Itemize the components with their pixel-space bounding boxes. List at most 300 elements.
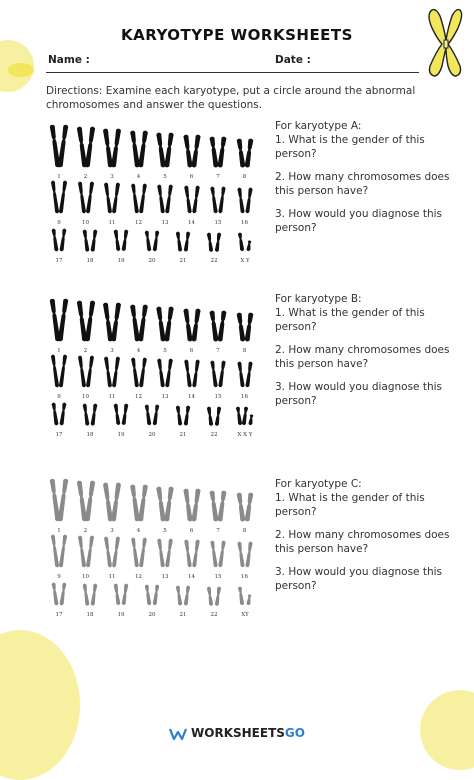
chromosome <box>156 132 166 167</box>
chromosome-pair <box>209 490 227 522</box>
chromosome <box>59 402 66 425</box>
karyotype-c-row-2 <box>50 532 265 580</box>
chromosome <box>58 478 69 521</box>
chromosome-pair <box>103 536 121 568</box>
chromosome <box>129 304 139 341</box>
chromosome <box>236 138 245 168</box>
chromosome <box>104 356 112 387</box>
karyotype-a-row-1 <box>50 122 265 180</box>
chromosome-number-label: 2 <box>83 174 88 180</box>
chromosome-number-label: 21 <box>179 612 187 618</box>
chromosome-pair <box>236 187 254 214</box>
chromosome-pair <box>236 312 254 342</box>
chromosome <box>129 484 139 521</box>
chromosome <box>145 584 152 605</box>
chromosome-number-label: 16 <box>241 394 248 400</box>
chromosome-number-label: 22 <box>210 612 218 618</box>
karyotype-a-row-2 <box>50 178 265 226</box>
chromosome <box>82 583 89 606</box>
chromosome-number-label: 21 <box>179 258 187 264</box>
chromosome <box>217 310 226 342</box>
chromosome-pair <box>81 583 99 606</box>
chromosome <box>183 134 193 167</box>
chromosome <box>246 240 251 251</box>
karyotype-a-image <box>50 122 265 262</box>
chromosome-pair <box>183 308 201 342</box>
chromosome-pair <box>77 355 95 388</box>
chromosome <box>237 541 245 567</box>
chromosome <box>236 492 245 522</box>
chromosome <box>165 358 173 387</box>
chromosome <box>215 232 222 252</box>
chromosome-pair <box>143 230 161 252</box>
karyotype-a-row-3 <box>50 226 265 264</box>
chromosome-number-label: 17 <box>55 258 63 264</box>
chromosome <box>130 537 138 567</box>
karyotype-b-question-2: 2. How many chromosomes does this person have? <box>275 344 450 370</box>
chromosome <box>137 130 147 167</box>
chromosome-number-label: 9 <box>57 574 61 580</box>
karyotype-c-questions <box>275 477 450 602</box>
chromosome <box>114 404 121 426</box>
chromosome <box>85 181 93 213</box>
chromosome <box>111 128 121 167</box>
chromosome <box>176 585 183 605</box>
chromosome-number-label: 13 <box>161 574 169 580</box>
karyotype-b-heading: For karyotype B: <box>275 293 362 305</box>
karyotype-b-question-1: 1. What is the gender of this person? <box>275 307 425 333</box>
chromosome-number-label: 20 <box>148 432 156 438</box>
chromosome-pair <box>156 486 174 522</box>
chromosome <box>209 490 218 522</box>
chromosome <box>244 492 253 522</box>
chromosome-pair <box>130 183 148 214</box>
chromosome <box>210 186 218 213</box>
chromosome-pair <box>174 405 192 426</box>
chromosome-number-label: 16 <box>241 220 248 226</box>
chromosome <box>112 536 120 567</box>
chromosome-number-label: 12 <box>135 394 142 400</box>
chromosome-number-label: X Y <box>240 258 250 264</box>
chromosome <box>217 490 226 522</box>
chromosome <box>130 357 138 387</box>
chromosome-pair <box>130 357 148 388</box>
chromosome <box>245 541 253 567</box>
chromosome-pair <box>112 403 130 426</box>
chromosome-pair <box>81 229 99 252</box>
chromosome <box>84 480 95 521</box>
chromosome-pair <box>183 185 201 214</box>
chromosome-pair <box>236 492 254 522</box>
chromosome <box>215 586 222 606</box>
chromosome-pair <box>205 586 223 606</box>
chromosome-number-label: 17 <box>55 432 63 438</box>
chromosome-number-label: 19 <box>117 432 125 438</box>
chromosome <box>164 486 174 521</box>
header-underline <box>46 72 419 73</box>
chromosome <box>138 357 146 387</box>
karyotype-a-question-2: 2. How many chromosomes does this person have? <box>275 171 450 197</box>
chromosome-pair <box>50 298 68 342</box>
chromosome <box>183 488 193 521</box>
chromosome <box>157 538 165 567</box>
chromosome <box>85 355 93 387</box>
chromosome <box>129 130 139 167</box>
worksheetsgo-logo-icon <box>169 728 187 740</box>
chromosome-pair <box>236 138 254 168</box>
chromosome <box>238 587 245 606</box>
chromosome <box>51 582 58 605</box>
chromosome-pair <box>103 128 121 168</box>
chromosome-pair <box>209 186 227 214</box>
chromosome <box>236 312 245 342</box>
chromosome-number-label: 13 <box>161 394 169 400</box>
chromosome-number-label: 7 <box>216 174 220 180</box>
chromosome-number-label: 11 <box>108 394 116 400</box>
karyotype-b-row-3 <box>50 400 265 438</box>
chromosome-number-label: 18 <box>86 612 94 618</box>
chromosome-pair <box>156 538 174 568</box>
chromosome <box>236 407 243 426</box>
chromosome-pair <box>236 586 254 606</box>
decor-dot-left <box>8 63 34 77</box>
chromosome <box>238 233 245 252</box>
chromosome <box>114 584 121 606</box>
karyotype-a-heading: For karyotype A: <box>275 120 362 132</box>
chromosome <box>85 535 93 567</box>
chromosome <box>209 136 218 168</box>
chromosome-number-label: 11 <box>108 574 116 580</box>
chromosome-pair <box>130 304 148 342</box>
chromosome <box>137 484 147 521</box>
chromosome <box>209 310 218 342</box>
chromosome-pair <box>103 482 121 522</box>
chromosome <box>90 403 97 426</box>
chromosome-number-label: 21 <box>179 432 187 438</box>
chromosome-pair <box>209 360 227 388</box>
chromosome <box>156 306 166 341</box>
chromosome-number-label: 9 <box>57 394 61 400</box>
chromosome-pair <box>209 310 227 342</box>
chromosome-number-label: 5 <box>163 528 167 534</box>
chromosome-number-label: 3 <box>110 348 114 354</box>
chromosome-number-label: 8 <box>242 174 247 180</box>
chromosome <box>77 355 85 387</box>
chromosome-number-label: 10 <box>82 574 89 580</box>
chromosome-number-label: 6 <box>189 348 194 354</box>
chromosome <box>90 583 97 606</box>
chromosome-number-label: 4 <box>136 174 141 180</box>
chromosome <box>237 187 245 213</box>
chromosome <box>245 187 253 213</box>
chromosome <box>51 534 60 567</box>
chromosome-number-label: 1 <box>57 348 61 354</box>
chromosome-number-label: 14 <box>188 220 195 226</box>
chromosome <box>59 582 66 605</box>
karyotype-c-image <box>50 476 265 616</box>
chromosome-pair <box>143 584 161 606</box>
chromosome <box>122 404 129 426</box>
chromosome-number-label: 8 <box>242 528 247 534</box>
chromosome-number-label: 14 <box>188 394 195 400</box>
chromosome <box>192 359 200 387</box>
karyotype-a-question-3: 3. How would you diagnose this person? <box>275 208 443 234</box>
chromosome <box>192 539 200 567</box>
chromosome <box>51 354 60 387</box>
karyotype-c-question-1: 1. What is the gender of this person? <box>275 492 425 518</box>
chromosome <box>112 182 120 213</box>
chromosome-pair <box>50 582 68 606</box>
chromosome-number-label: X X Y <box>237 432 253 438</box>
chromosome-pair <box>236 232 254 252</box>
chromosome-number-label: 5 <box>163 348 167 354</box>
chromosome <box>58 124 69 167</box>
chromosome-pair <box>77 181 95 214</box>
chromosome-number-label: 7 <box>216 528 220 534</box>
chromosome <box>104 182 112 213</box>
karyotype-b-row-1 <box>50 296 265 354</box>
chromosome-number-label: 12 <box>135 574 142 580</box>
chromosome-pair <box>103 356 121 388</box>
chromosome-pair <box>130 537 148 568</box>
chromosome <box>191 488 201 521</box>
date-label: Date : <box>275 54 311 66</box>
chromosome <box>82 403 89 426</box>
chromosome <box>244 138 253 168</box>
chromosome-pair <box>50 228 68 252</box>
chromosome <box>77 181 85 213</box>
chromosome-number-label: 3 <box>110 528 114 534</box>
karyotype-a-questions <box>275 119 450 244</box>
chromosome-number-label: 19 <box>117 258 125 264</box>
chromosome-number-label: 20 <box>148 258 156 264</box>
chromosome <box>130 183 138 213</box>
chromosome <box>242 407 249 426</box>
chromosome-pair <box>77 535 95 568</box>
chromosome <box>112 356 120 387</box>
chromosome-number-label: 6 <box>189 528 194 534</box>
chromosome <box>153 404 160 425</box>
chromosome-pair <box>130 130 148 168</box>
chromosome-pair <box>77 126 95 168</box>
chromosome-number-label: 4 <box>136 528 141 534</box>
chromosome-number-label: 9 <box>57 220 61 226</box>
chromosome-pair <box>209 540 227 568</box>
chromosome <box>215 406 222 426</box>
chromosome-pair <box>236 406 254 426</box>
chromosome <box>184 185 192 213</box>
chromosome-pair <box>183 134 201 168</box>
decor-blob-bottom-left <box>0 630 80 780</box>
chromosome <box>245 361 253 387</box>
chromosome-number-label: 22 <box>210 432 218 438</box>
chromosome <box>217 136 226 168</box>
chromosome <box>207 232 214 252</box>
chromosome <box>138 183 146 213</box>
karyotype-b-question-3: 3. How would you diagnose this person? <box>275 381 443 407</box>
directions-text: Directions: Examine each karyotype, put a circle around the abnormal chromosomes and answer the questions. <box>46 85 416 111</box>
chromosome-pair <box>112 583 130 606</box>
chromosome <box>176 405 183 425</box>
chromosome-number-label: 22 <box>210 258 218 264</box>
chromosome <box>103 302 113 341</box>
chromosome-number-label: 10 <box>82 394 89 400</box>
chromosome <box>184 359 192 387</box>
chromosome-pair <box>81 403 99 426</box>
chromosome <box>84 126 95 167</box>
chromosome <box>122 584 129 606</box>
chromosome-pair <box>143 404 161 426</box>
chromosome-number-label: 18 <box>86 258 94 264</box>
chromosome-number-label: 16 <box>241 574 248 580</box>
footer-brand <box>0 726 474 740</box>
chromosome <box>184 539 192 567</box>
chromosome-number-label: 10 <box>82 220 89 226</box>
chromosome <box>218 360 226 387</box>
chromosome-pair <box>50 124 68 168</box>
chromosome <box>103 482 113 521</box>
name-label: Name : <box>48 54 90 66</box>
chromosome-number-label: 6 <box>189 174 194 180</box>
chromosome <box>153 230 160 251</box>
chromosome <box>184 231 191 251</box>
chromosome <box>157 184 165 213</box>
chromosome <box>237 361 245 387</box>
chromosome <box>192 185 200 213</box>
chromosome <box>145 230 152 251</box>
chromosome <box>191 134 201 167</box>
chromosome-pair <box>236 541 254 568</box>
chromosome <box>51 228 58 251</box>
chromosome-number-label: 8 <box>242 348 247 354</box>
chromosome <box>59 534 68 567</box>
chromosome <box>207 586 214 606</box>
chromosome <box>164 132 174 167</box>
chromosome-number-label: 4 <box>136 348 141 354</box>
chromosome-number-label: 18 <box>86 432 94 438</box>
chromosome-number-label: 20 <box>148 612 156 618</box>
chromosome-pair <box>156 306 174 342</box>
chromosome-pair <box>50 354 68 388</box>
footer-brand-main: WORKSHEETS <box>191 726 285 740</box>
chromosome-pair <box>50 180 68 214</box>
chromosome-number-label: 2 <box>83 528 88 534</box>
chromosome-pair <box>174 585 192 606</box>
chromosome <box>156 486 166 521</box>
chromosome <box>111 302 121 341</box>
chromosome-pair <box>50 478 68 522</box>
chromosome <box>58 298 69 341</box>
footer-brand-accent: GO <box>284 726 305 740</box>
chromosome-pair <box>112 229 130 252</box>
chromosome <box>111 482 121 521</box>
chromosome-pair <box>103 302 121 342</box>
chromosome <box>210 360 218 387</box>
chromosome-number-label: 13 <box>161 220 169 226</box>
chromosome-number-label: 1 <box>57 528 61 534</box>
chromosome-number-label: 2 <box>83 348 88 354</box>
karyotype-b-image <box>50 296 265 438</box>
chromosome-pair <box>156 132 174 168</box>
chromosome-number-label: 11 <box>108 220 116 226</box>
chromosome <box>218 186 226 213</box>
chromosome <box>157 358 165 387</box>
page-title: KARYOTYPE WORKSHEETS <box>121 26 353 44</box>
karyotype-a-question-1: 1. What is the gender of this person? <box>275 134 425 160</box>
chromosome <box>207 406 214 426</box>
karyotype-b-questions <box>275 292 450 417</box>
karyotype-c-question-3: 3. How would you diagnose this person? <box>275 566 443 592</box>
chromosome <box>90 229 97 252</box>
chromosome <box>84 300 95 341</box>
chromosome-number-label: 7 <box>216 348 220 354</box>
chromosome <box>138 537 146 567</box>
chromosome <box>114 230 121 252</box>
chromosome-pair <box>183 488 201 522</box>
chromosome <box>153 584 160 605</box>
chromosome-pair <box>50 402 68 426</box>
chromosome <box>246 594 251 605</box>
karyotype-b-row-2 <box>50 352 265 400</box>
chromosome-number-label: 15 <box>214 220 222 226</box>
chromosome <box>51 402 58 425</box>
chromosome-number-label: 1 <box>57 174 61 180</box>
chromosome <box>122 230 129 252</box>
karyotype-c-question-2: 2. How many chromosomes does this person have? <box>275 529 450 555</box>
chromosome-pair <box>50 534 68 568</box>
karyotype-c-heading: For karyotype C: <box>275 478 362 490</box>
chromosome-number-label: 15 <box>214 574 222 580</box>
chromosome-number-label: 5 <box>163 174 167 180</box>
chromosome-pair <box>103 182 121 214</box>
chromosome <box>184 405 191 425</box>
chromosome-pair <box>236 361 254 388</box>
karyotype-c-row-3 <box>50 580 265 618</box>
chromosome <box>59 180 68 213</box>
chromosome <box>59 354 68 387</box>
chromosome <box>176 231 183 251</box>
chromosome <box>77 535 85 567</box>
chromosome-number-label: 14 <box>188 574 195 580</box>
chromosome <box>82 229 89 252</box>
chromosome-number-label: 15 <box>214 394 222 400</box>
chromosome <box>191 308 201 341</box>
chromosome <box>104 536 112 567</box>
chromosome <box>248 414 253 425</box>
chromosome <box>145 404 152 425</box>
chromosome-pair <box>156 184 174 214</box>
chromosome-pair <box>156 358 174 388</box>
chromosome-pair <box>183 539 201 568</box>
chromosome <box>165 184 173 213</box>
chromosome <box>244 312 253 342</box>
chromosome-pair <box>205 232 223 252</box>
chromosome-pair <box>205 406 223 426</box>
chromosome-number-label: 3 <box>110 174 114 180</box>
chromosome-number-label: 19 <box>117 612 125 618</box>
chromosome-pair <box>174 231 192 252</box>
chromosome-pair <box>209 136 227 168</box>
chromosome <box>165 538 173 567</box>
chromosome <box>184 585 191 605</box>
chromosome <box>137 304 147 341</box>
chromosome-pair <box>77 300 95 342</box>
chromosome <box>164 306 174 341</box>
chromosome <box>51 180 60 213</box>
chromosome-number-label: XY <box>241 612 249 618</box>
chromosome-pair <box>183 359 201 388</box>
chromosome-number-label: 17 <box>55 612 63 618</box>
